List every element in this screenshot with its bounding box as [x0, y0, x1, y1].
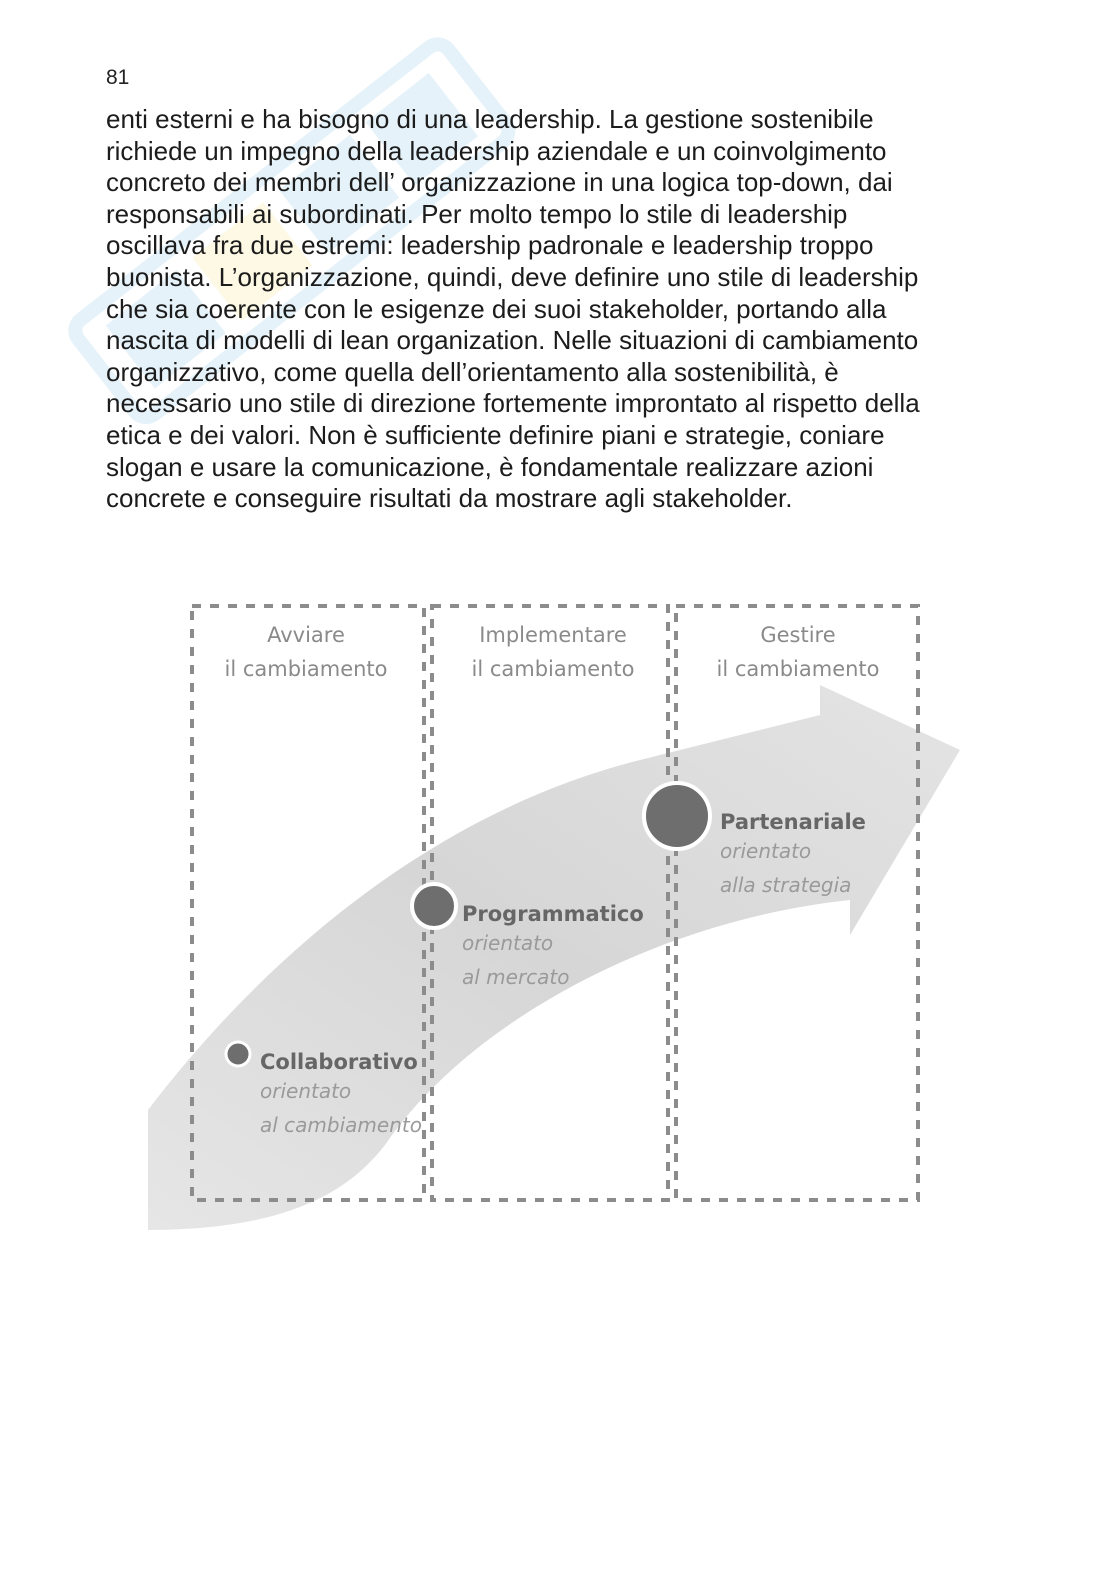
column-heading-line: Gestire [760, 623, 836, 647]
stage-name: Partenariale [720, 810, 866, 834]
column-heading-gestire [698, 618, 898, 686]
stage-label-collaborativo [260, 1050, 422, 1142]
text-line: oscillava fra due estremi: leadership padronale e leadership troppo [106, 230, 874, 261]
text-line: necessario uno stile di direzione fortemente improntato al rispetto della [106, 388, 920, 419]
stage-dot-partenariale [644, 783, 710, 849]
page-number: 81 [106, 66, 130, 89]
text-line: concrete e conseguire risultati da mostrare agli stakeholder. [106, 483, 793, 514]
column-heading-implementare [453, 618, 653, 686]
stage-label-partenariale [720, 810, 866, 902]
leadership-change-diagram [140, 590, 970, 1240]
text-line: responsabili ai subordinati. Per molto tempo lo stile di leadership [106, 198, 848, 229]
column-heading-avviare [206, 618, 406, 686]
column-heading-line: il cambiamento [471, 657, 635, 681]
text-line: buonista. L’organizzazione, quindi, deve definire uno stile di leadership [106, 261, 919, 292]
text-line: che sia coerente con le esigenze dei suoi stakeholder, portando alla [106, 293, 887, 324]
text-line: richiede un impegno della leadership aziendale e un coinvolgimento [106, 135, 887, 166]
stage-name: Programmatico [462, 902, 644, 926]
body-paragraph [106, 104, 1006, 515]
column-heading-line: il cambiamento [716, 657, 880, 681]
text-line: slogan e usare la comunicazione, è fondamentale realizzare azioni [106, 451, 874, 482]
stage-desc: orientato [260, 1079, 352, 1103]
text-line: enti esterni e ha bisogno di una leadership. La gestione sostenibile [106, 104, 874, 134]
text-line: nascita di modelli di lean organization. Nelle situazioni di cambiamento [106, 325, 919, 356]
column-heading-line: Avviare [267, 623, 345, 647]
stage-dot-programmatico [412, 884, 456, 928]
stage-desc: al cambiamento [260, 1113, 422, 1137]
stage-dot-collaborativo [226, 1042, 250, 1066]
stage-desc: al mercato [462, 965, 570, 989]
stage-label-programmatico [462, 902, 644, 994]
stage-desc: alla strategia [720, 873, 852, 897]
column-heading-line: il cambiamento [224, 657, 388, 681]
text-line: organizzativo, come quella dell’orientamento alla sostenibilità, è [106, 356, 839, 387]
text-line: concreto dei membri dell’ organizzazione in una logica top-down, dai [106, 167, 893, 198]
stage-desc: orientato [462, 931, 554, 955]
text-line: etica e dei valori. Non è sufficiente definire piani e strategie, coniare [106, 419, 885, 450]
stage-name: Collaborativo [260, 1050, 418, 1074]
stage-desc: orientato [720, 839, 812, 863]
column-heading-line: Implementare [479, 623, 627, 647]
